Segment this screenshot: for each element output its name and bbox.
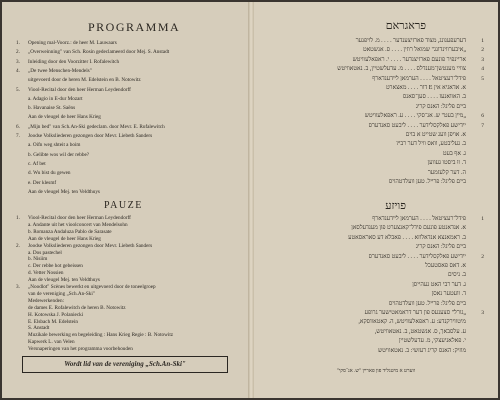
program-item: Aan de vleugel Mej. ten Veldthuys [28,188,100,195]
membership-banner: Wordt lid van de vereniging „Sch.An-Ski" [22,356,228,373]
item-number: 7. [16,133,20,139]
program-item: א. אדאגיא אין E דור . . . . מאצארט [385,85,466,91]
program-item: a. Adagio in E-dur Mozart [28,95,83,102]
program-item: van de vereniging „Sch.An-Ski" [28,290,95,297]
item-number: 2 [481,253,484,260]
program-item: Medewerkenden: [28,297,65,304]
program-item: „Noodlot" Scènes bewerkt en uitgevoerd door de toneelgroep [28,284,156,290]
program-item: Viool-Recital door den heer Herman Leydendorff [28,86,131,93]
item-number: 2. [16,242,20,249]
program-item: בײם פליגל: פרײל. טען וועלדטהויס [388,179,466,185]
program-item: Viool-Recital door den heer Herman Leydendorff [28,215,131,221]
item-number: 5 [481,75,484,82]
program-item: פידל־רעציטאל . . . . הערמאן לײדענדארף [372,216,466,222]
program-item: Kapwerk L. van Velen [28,339,75,346]
program-item: a. Andante uit het vioolconcert van Mendelsohn [28,221,128,228]
program-item: ג. אף בעט [442,150,466,157]
program-item: ג. דער רבי האט געהייסן [412,281,466,288]
item-number: 1 [481,38,484,44]
program-item: uitgevoerd door de heren M. Edelstein en B. Notowitz [28,77,141,84]
program-item: „איבערווינדונג" שמואל רוזין . . . . ס. אנשטאט [362,47,466,54]
program-item: ד. ווּ ביסטו געווען [427,160,466,167]
item-number: 2. [16,49,20,56]
program-item: „Overweinning" van Sch. Rosin gedeclameerd door Mej. S. Anstadt [28,49,170,56]
program-item: Inleiding door den Voorzitter I. Rofalewitch [28,58,120,65]
program-item: Opening mal-Voorz.: de heer M. Lauwaars [28,40,117,46]
program-title-yiddish: פראגראם [385,20,426,32]
item-number: 1 [481,216,484,222]
program-item: ב. ניסים [447,272,466,279]
program-item: א. דאס פאסטעכל [425,263,466,269]
program-item: ה. דער קלעזמער [427,169,466,176]
program-title: PROGRAMMA [88,20,181,34]
item-number: 6. [16,123,20,130]
left-page [2,2,248,398]
program-item: יידישע פאלקסלידער . . . . ליבעט סאנדערס [368,122,466,129]
program-item: ע. עלסבאך, ס. אנשטאט, ב. נאטאוויטש, [374,328,466,335]
program-item: H. Kotowska J. Polaniecki [28,311,84,318]
program-item: Joodse Volksliederen gezongen door Mevr. Liebeth Sanders [28,133,153,139]
item-number: 1. [16,40,20,46]
item-number: 7 [481,122,484,129]
program-item: b. Gelibte wos wil der rebbe? [28,151,90,158]
program-item: c. Der rebbe hot gebeissen [28,263,83,270]
program-item: „Mijn bed" van Sch.An-Ski gedeclam. door Mevr. E. Rofalewitch [28,123,165,130]
program-item: Versnaperingen van het programma voorbehouden [28,346,133,353]
program-item: Aan de vleugel de heer Hans Krieg [28,235,101,242]
item-number: 4. [16,67,20,74]
item-number: 1. [16,215,20,221]
membership-note-yiddish: ווערט א מיטגליד פון פארײן "ש. אנ־סקי" [336,368,416,374]
program-item: „גורל" סצענעס פון דער דראמאטישער גרופע [364,310,466,316]
right-page [254,2,498,398]
program-item: ב. האוואנעז . . . . סען־סאנס [402,94,466,101]
program-item: b. Nisiim [28,256,48,263]
item-number: 3. [16,284,20,290]
program-item: „De twee Menschen-Mendels" [28,67,92,74]
program-item: de dames E. Rofalewitch de heren B. Notowitz [28,304,126,311]
program-item: Aan de vleugel Mej. ten Veldthuys [28,277,100,284]
item-number: 3 [481,56,484,63]
program-item: S. Anstadt [28,325,50,332]
program-item: א. אנדאנטע פונעם פידל־קאנצערט פון מענדעלסאן [351,225,466,232]
item-number: 6 [481,113,484,120]
pause-title-yiddish: פויזע [385,200,406,212]
program-item: b. Romanza Andaluza Pablo de Sarasate [28,228,112,235]
program-item: Aan de vleugel de heer Hans Krieg [28,114,101,121]
program-item: דערעפענונג, מצוד פארזיצענדער . . . . מ. לויפנער [355,38,466,44]
program-item: ב. געליבטע, וואס וויל דער רבי? [396,141,466,148]
program-item: Joodse Volksliederen gezongen door Mevr. Liebeth Sanders [28,242,153,249]
program-item: מיטווירקנדע: ע. ראפאלעוויטש, ה. קאטאווסקא, [358,319,466,326]
program-item: a. Oifn weg shteit a boim [28,142,81,149]
program-item: a. Dos pastechel [28,249,62,256]
program-item: d. Vetter Nossien [28,270,64,277]
program-item: Muzikale bewerking en begeleiding : Hans Krieg Regie : B. Notowitz [28,332,174,339]
program-item: ד. וועטער נאסן [431,291,466,298]
program-item: e. Der klesmf [28,179,57,186]
item-number: 4 [481,66,484,73]
program-item: יידישע פאלקסלידער . . . . ליבעט סאנדערס [368,253,466,260]
program-item: י. פאלאניעצקי, מ. עדעלשטיין [398,338,466,345]
program-sheet [2,2,498,398]
item-number: 3 [481,310,484,316]
program-item: בײם פליגל: פרײל. טען וועלדטהויס [388,300,466,307]
item-number: 5. [16,86,20,93]
program-item: ב. ראמאנצא אנדאלוזא . . . . פאבלא דע סאראסאטע [348,234,466,241]
item-number: 3. [16,58,20,65]
program-item: c. Af bet [28,160,46,167]
program-item: מוזיק: האנס קריג רעזשי: ב. נאטאוויטש [377,347,466,354]
item-number: 2 [481,47,484,54]
pause-title: PAUZE [104,200,143,211]
program-item: פידל־רעציטאל . . . . הערמאן לײדענדארף [372,75,466,82]
program-item: b. Havanaise St. Saëns [28,105,76,112]
program-item: E. Elsbach M. Edelstein [28,318,78,325]
program-item: בײם פליגל: האנס קריג [415,244,466,251]
program-item: d. Wu bist du gewen [28,170,71,177]
program-item: צוויי מענטשן־מענדלס . . . . מ. עדעלשטיין, ב. נאטאוויטש [337,66,466,73]
program-item: „מײן בעט" ש. אנ־סקי . . . . ע. ראפאלעוויטש [364,113,466,120]
program-item: אריינפיר פונעם פארזיצנדער . . . . י. ראפאלעוויטש [352,56,466,63]
program-item: בײם פליגל: האנס קריג [415,103,466,110]
program-item: א. אויפן וועג שטייט א בוים [405,132,466,138]
